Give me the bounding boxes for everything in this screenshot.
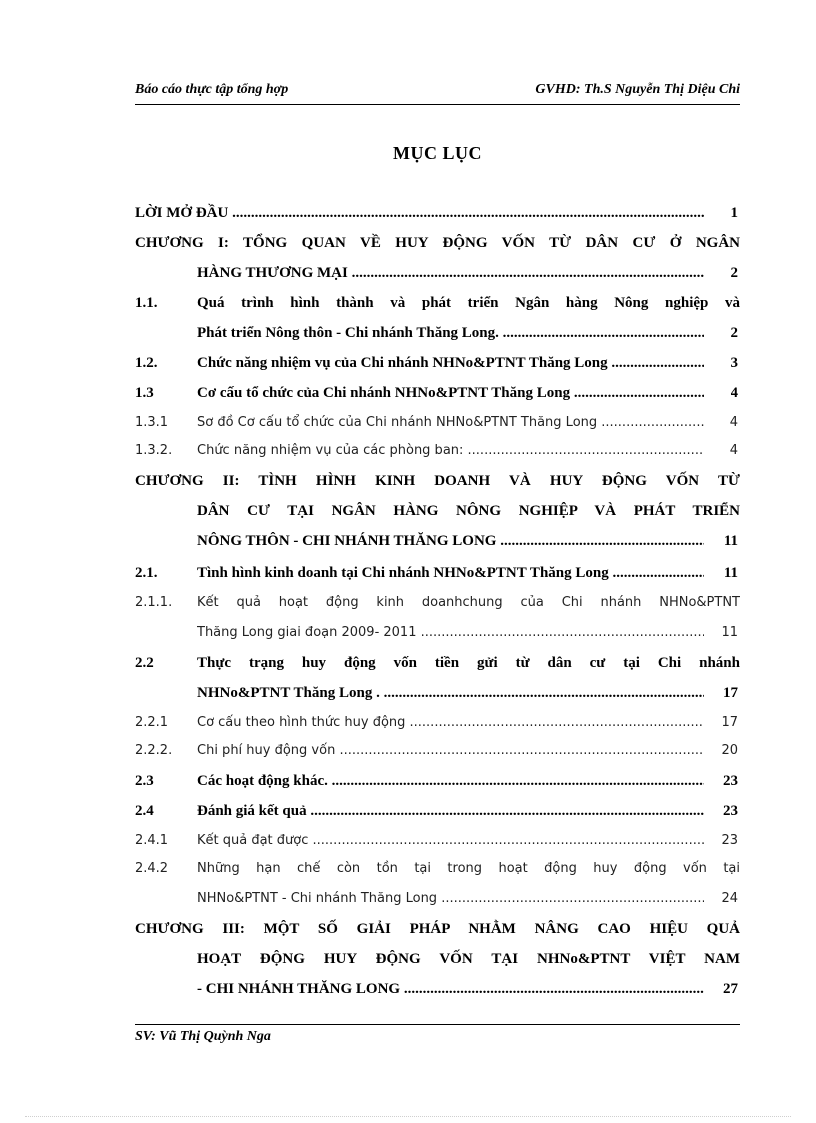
toc-entry-text: Chi phí huy động vốn ..... bbox=[197, 741, 704, 761]
toc-entry-text: Những hạn chế còn tồn tại trong hoạt động huy động vốn tại bbox=[197, 861, 740, 876]
page-bottom-divider bbox=[25, 1116, 791, 1117]
toc-entry-number: 1.1. bbox=[135, 295, 158, 311]
toc-entry-text: LỜI MỞ ĐẦU ..... bbox=[135, 203, 704, 223]
toc-entry-page: 4 bbox=[730, 385, 738, 401]
toc-entry-page: 4 bbox=[729, 443, 738, 458]
page-header bbox=[135, 82, 740, 105]
toc-entry-page: 17 bbox=[721, 715, 738, 730]
toc-entry-text: Chức năng nhiệm vụ của Chi nhánh NHNo&PTNT Thăng Long ..... bbox=[197, 353, 704, 373]
page-title: MỤC LỤC bbox=[393, 143, 482, 163]
toc-entry-number: 1.2. bbox=[135, 355, 158, 371]
toc-entry-text: HOẠT ĐỘNG HUY ĐỘNG VỐN TẠI NHNo&PTNT VIỆT NAM bbox=[197, 951, 740, 967]
toc-entry-page: 11 bbox=[723, 533, 738, 549]
toc-entry-text: Thăng Long giai đoạn 2009- 2011 ..... bbox=[197, 623, 704, 643]
toc-entry-number: 1.3 bbox=[135, 385, 154, 401]
toc-entry-text: NÔNG THÔN - CHI NHÁNH THĂNG LONG ..... bbox=[197, 531, 704, 551]
page-footer bbox=[135, 1024, 740, 1044]
toc-entry-text: Kết quả đạt được ..... bbox=[197, 831, 704, 851]
toc-entry-number: 2.4.1 bbox=[135, 833, 169, 848]
toc-entry-page: 1 bbox=[730, 205, 738, 221]
toc-entry-text: NHNo&PTNT - Chi nhánh Thăng Long ..... bbox=[197, 889, 704, 909]
toc-entry-page: 23 bbox=[723, 803, 738, 819]
toc-entry-number: 2.4.2 bbox=[135, 861, 169, 876]
footer-student: SV: Vũ Thị Quỳnh Nga bbox=[135, 1029, 271, 1044]
toc-entry-page: 27 bbox=[723, 981, 738, 997]
toc-entry-text: Tình hình kinh doanh tại Chi nhánh NHNo&PTNT Thăng Long ..... bbox=[197, 563, 704, 583]
toc-entry-page: 11 bbox=[721, 625, 738, 640]
toc-entry-text: Cơ cấu theo hình thức huy động ..... bbox=[197, 713, 704, 733]
toc-entry-text: Quá trình hình thành và phát triển Ngân hàng Nông nghiệp và bbox=[197, 295, 740, 311]
toc-entry-text: Kết quả hoạt động kinh doanhchung của Chi nhánh NHNo&PTNT bbox=[197, 595, 740, 610]
header-report-title: Báo cáo thực tập tổng hợp bbox=[135, 82, 289, 97]
toc-entry-text: CHƯƠNG I: TỔNG QUAN VỀ HUY ĐỘNG VỐN TỪ DÂN CƯ Ở NGÂN bbox=[135, 235, 740, 251]
toc-entry-page: 2 bbox=[730, 265, 738, 281]
toc-entry-page: 17 bbox=[723, 685, 738, 701]
toc-entry-number: 1.3.2. bbox=[135, 443, 173, 458]
toc-entry-page: 23 bbox=[723, 773, 738, 789]
toc-entry-number: 2.2 bbox=[135, 655, 154, 671]
toc-entry-text: Phát triển Nông thôn - Chi nhánh Thăng Long. ..... bbox=[197, 323, 704, 343]
toc-entry-number: 2.2.1 bbox=[135, 715, 169, 730]
toc-entry-page: 3 bbox=[730, 355, 738, 371]
toc-entry-page: 20 bbox=[721, 743, 738, 758]
toc-entry-page: 24 bbox=[721, 891, 738, 906]
toc-entry-number: 2.4 bbox=[135, 803, 154, 819]
toc-entry-text: Chức năng nhiệm vụ của các phòng ban: ..... bbox=[197, 441, 704, 461]
toc-entry-number: 2.3 bbox=[135, 773, 154, 789]
toc-entry-text: NHNo&PTNT Thăng Long . ..... bbox=[197, 683, 704, 703]
toc-entry-number: 1.3.1 bbox=[135, 415, 169, 430]
toc-entry-text: DÂN CƯ TẠI NGÂN HÀNG NÔNG NGHIỆP VÀ PHÁT TRIỂN bbox=[197, 503, 740, 519]
toc-entry-number: 2.1. bbox=[135, 565, 158, 581]
header-advisor: GVHD: Th.S Nguyễn Thị Diệu Chi bbox=[535, 82, 740, 97]
toc-entry-text: HÀNG THƯƠNG MẠI ..... bbox=[197, 263, 704, 283]
toc-entry-text: CHƯƠNG III: MỘT SỐ GIẢI PHÁP NHẰM NÂNG CAO HIỆU QUẢ bbox=[135, 921, 740, 937]
toc-entry-page: 23 bbox=[721, 833, 738, 848]
toc-entry-text: Đánh giá kết quả ..... bbox=[197, 801, 704, 821]
toc-entry-page: 11 bbox=[723, 565, 738, 581]
toc-entry-text: CHƯƠNG II: TÌNH HÌNH KINH DOANH VÀ HUY ĐỘNG VỐN TỪ bbox=[135, 473, 740, 489]
toc-entry-page: 2 bbox=[730, 325, 738, 341]
toc-entry-number: 2.2.2. bbox=[135, 743, 173, 758]
toc-entry-text: Cơ cấu tổ chức của Chi nhánh NHNo&PTNT Thăng Long ..... bbox=[197, 383, 704, 403]
toc-entry-text: Thực trạng huy động vốn tiền gửi từ dân cư tại Chi nhánh bbox=[197, 655, 740, 671]
toc-entry-number: 2.1.1. bbox=[135, 595, 173, 610]
toc-entry-text: Sơ đồ Cơ cấu tổ chức của Chi nhánh NHNo&PTNT Thăng Long ..... bbox=[197, 413, 704, 433]
toc-entry-text: - CHI NHÁNH THĂNG LONG ..... bbox=[197, 979, 704, 999]
toc-entry-text: Các hoạt động khác. ..... bbox=[197, 771, 704, 791]
toc-entry-page: 4 bbox=[729, 415, 738, 430]
